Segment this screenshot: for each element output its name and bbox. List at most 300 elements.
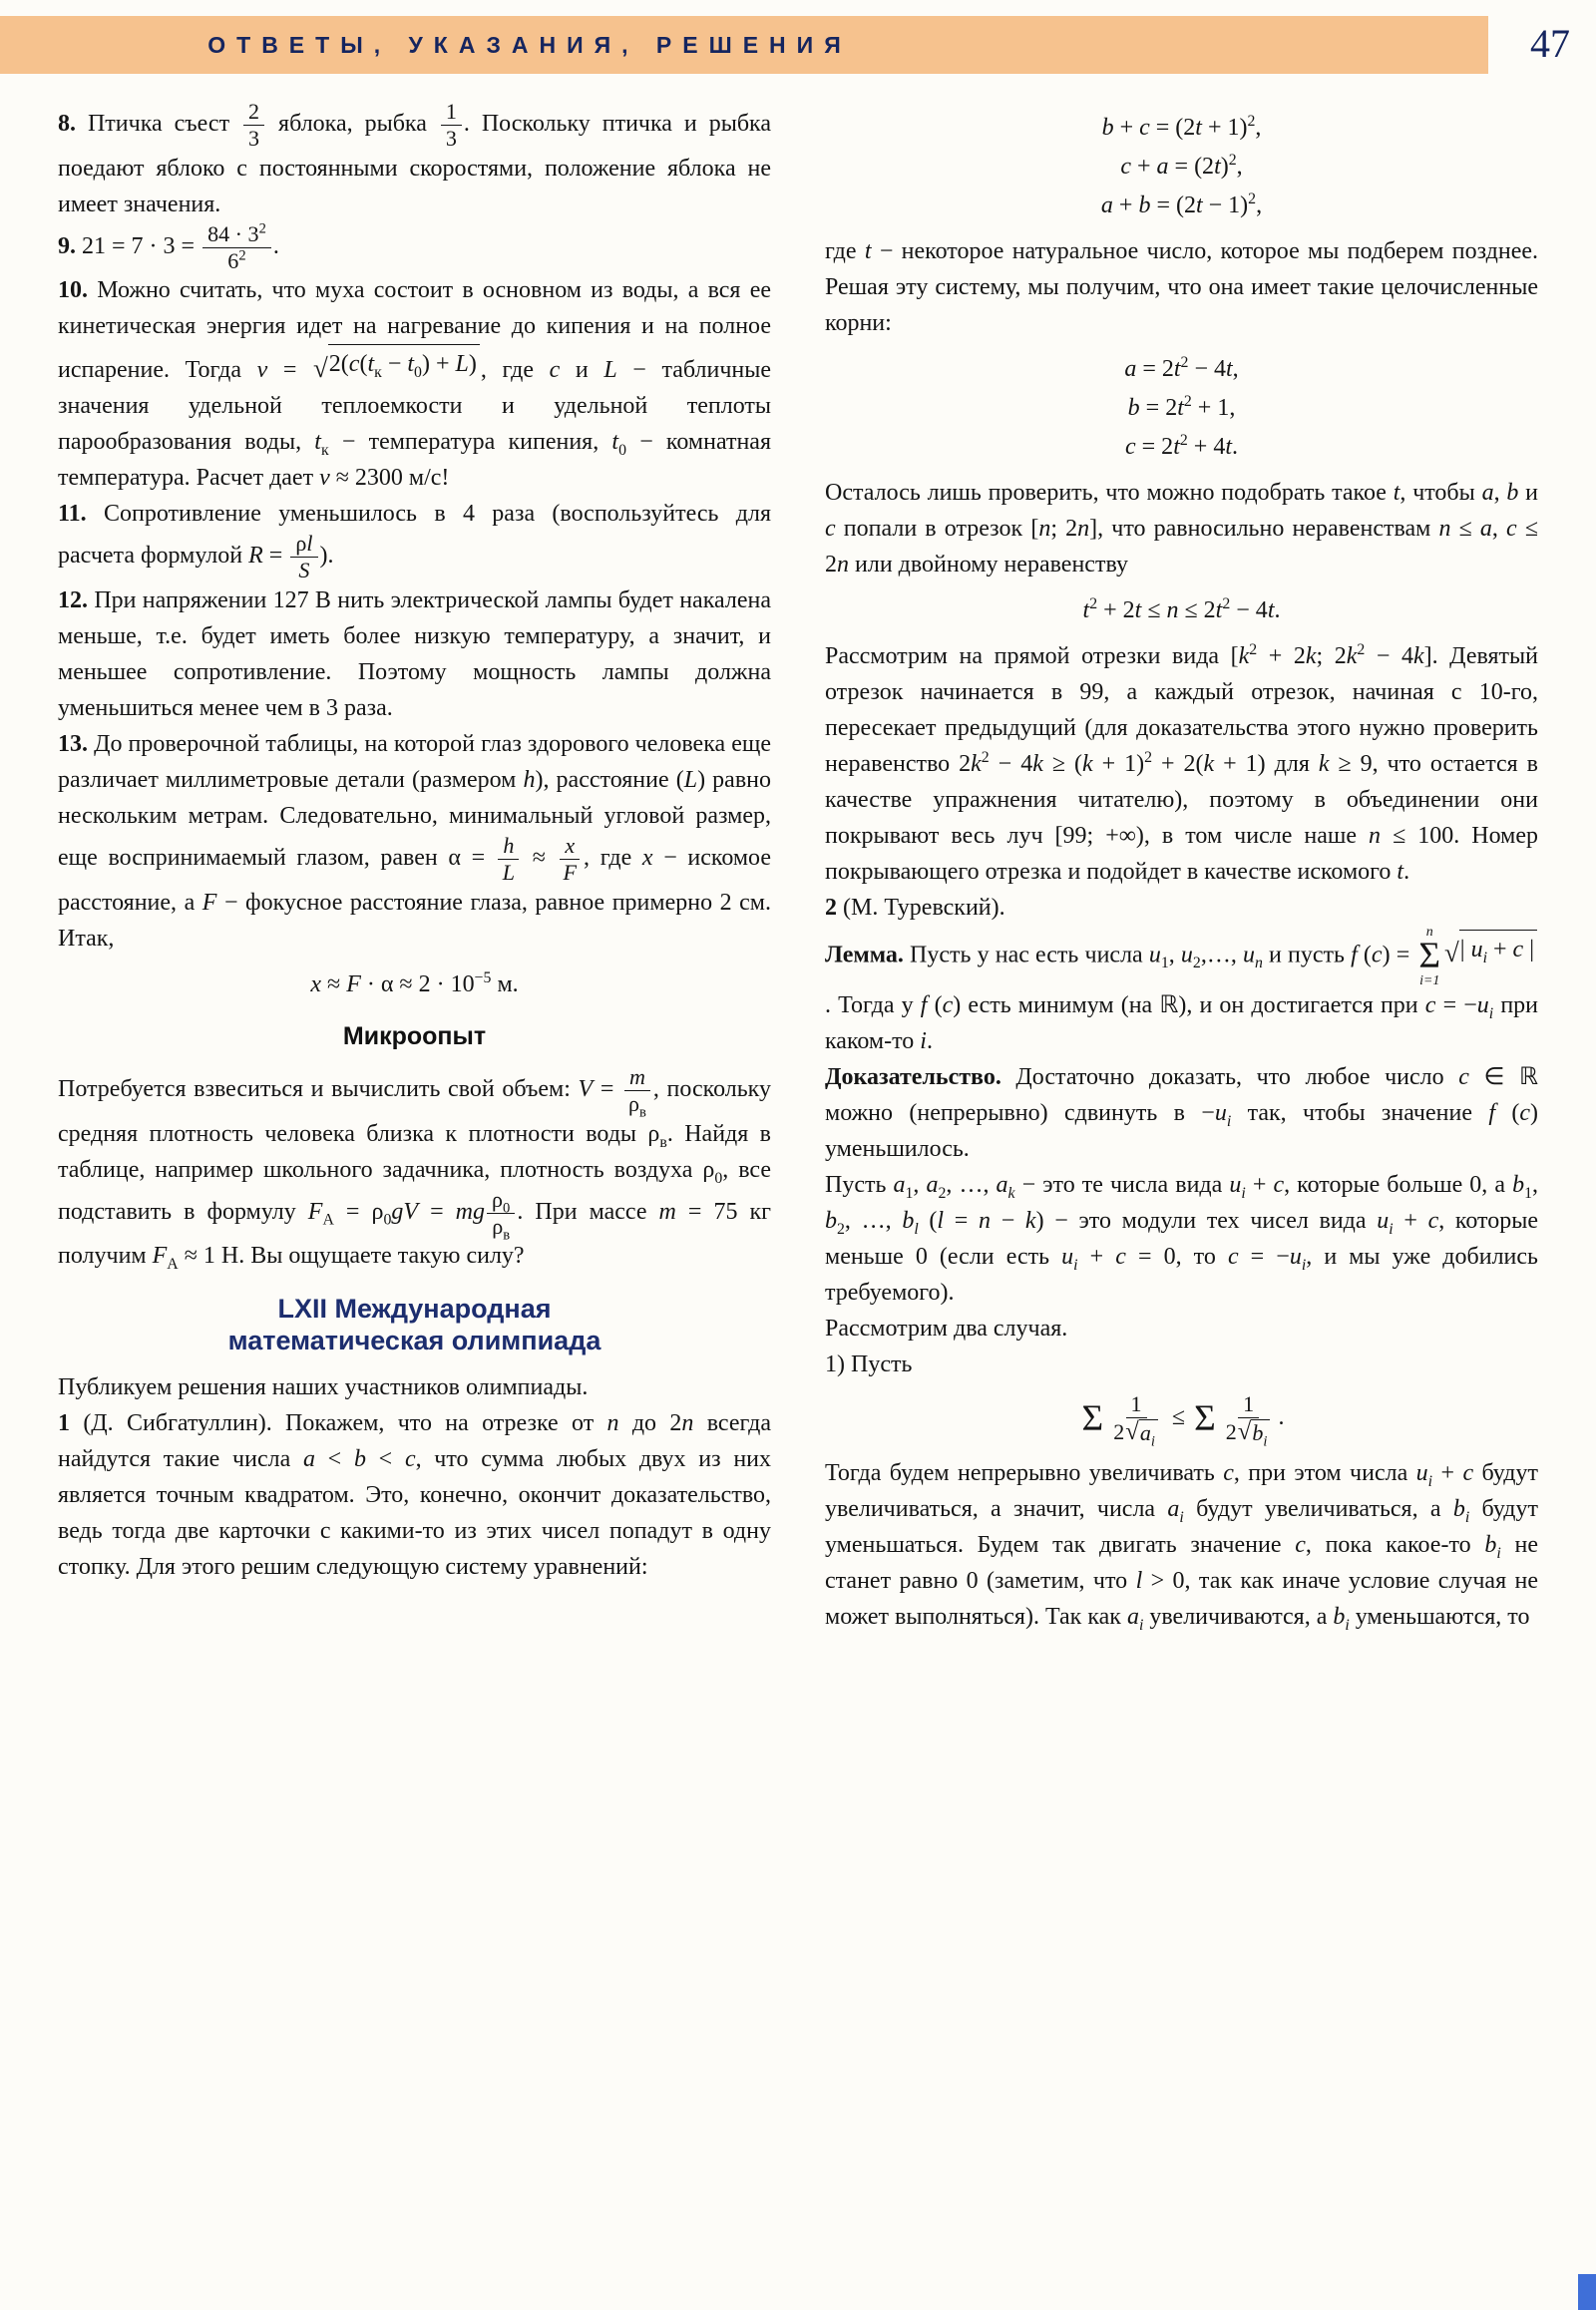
text-run: < [314, 1446, 354, 1473]
text-run: − фокусное расстояние глаза, равное примерно 2 см. Итак, [58, 889, 771, 952]
math-var: x [310, 970, 322, 997]
math-var: c [1462, 1459, 1474, 1486]
subscript: i [1488, 1004, 1494, 1022]
superscript: 2 [1248, 191, 1257, 207]
math-var: k [1203, 751, 1215, 777]
text-run: всегда найдутся такие числа [58, 1410, 771, 1473]
text-run: − 4 [1230, 597, 1268, 623]
text-run: ≥ ( [1042, 751, 1082, 777]
text-run: будут увеличиваться, а [1183, 1495, 1453, 1522]
text-run: ≈ 1 Н. Вы ощущаете такую силу? [178, 1243, 525, 1270]
text-run: ( [927, 991, 943, 1018]
math-var: t [1173, 356, 1181, 382]
math-var: n [979, 1207, 991, 1234]
fraction-numerator [290, 532, 317, 558]
bold-run: Доказательство. [825, 1063, 1001, 1090]
subscript: k [1007, 1184, 1015, 1202]
math-var: L [603, 357, 617, 384]
text-run: − [381, 351, 408, 378]
paragraph [58, 582, 771, 726]
paragraph [58, 726, 771, 957]
math-var: c [1115, 1243, 1126, 1270]
display-formula [58, 966, 771, 1002]
superscript: 2 [238, 247, 246, 264]
text-run: − это те числа вида [1014, 1171, 1230, 1198]
text-run: − комнатная температура. Расчет дает [58, 429, 771, 492]
math-var: x [565, 832, 576, 858]
text-run: ) [468, 351, 477, 378]
fraction [487, 1186, 515, 1243]
text-run: − 4 [1188, 356, 1226, 382]
fraction-numerator [202, 222, 271, 248]
math-var: L [683, 766, 698, 793]
subscript: 1 [905, 1184, 914, 1202]
math-var: F [563, 859, 578, 885]
math-var: h [523, 766, 536, 793]
math-var: h [503, 832, 515, 858]
text-run: м. [491, 970, 519, 997]
math-var: gV [391, 1198, 419, 1225]
superscript: −5 [474, 968, 492, 986]
text-run: увеличиваются, а [1143, 1603, 1334, 1630]
text-run: − температура кипения, [328, 429, 612, 456]
text-run: , [1491, 516, 1507, 542]
text-run: ρ [492, 1213, 504, 1239]
text-run: + 1) [1201, 115, 1248, 141]
superscript: 2 [1089, 595, 1098, 612]
formula-line [825, 149, 1538, 185]
math-var: b [902, 1207, 915, 1234]
fraction-numerator [624, 1065, 650, 1091]
text-run: (Д. Сибгатуллин). Покажем, что на отрезке от [70, 1410, 607, 1437]
text-run: . [1274, 597, 1281, 623]
text-run: ρ [492, 1186, 504, 1212]
formula-line [825, 390, 1538, 426]
summation [1082, 1392, 1104, 1444]
text-run: , [1255, 115, 1262, 141]
text-run: + 2( [1152, 751, 1204, 777]
text-run: ], что равносильно неравенствам [1089, 516, 1439, 542]
summation [1194, 1392, 1216, 1444]
text-run: = [262, 543, 289, 570]
radical [313, 344, 480, 382]
math-var: L [455, 351, 469, 378]
math-var: l [306, 531, 313, 557]
text-run: 2 [1113, 1418, 1125, 1444]
superscript: 2 [1144, 749, 1153, 766]
radical-sign: √ [1444, 938, 1459, 968]
math-var: a [302, 1446, 315, 1473]
text-run: 3 [248, 125, 260, 151]
math-var: b [1484, 1531, 1497, 1558]
fraction [290, 532, 317, 582]
math-var: i [920, 1027, 927, 1054]
section-heading [58, 1018, 771, 1056]
text-run: , которые больше 0, а [1284, 1171, 1513, 1198]
text-run: + [1245, 1171, 1274, 1198]
math-var: t [611, 429, 619, 456]
paragraph [58, 100, 771, 222]
text-run: попали в отрезок [ [835, 516, 1039, 542]
text-run: ≈ 2300 м/с! [329, 465, 450, 492]
text-run: + [1113, 115, 1140, 141]
math-var: m [628, 1064, 645, 1090]
math-var: F [346, 970, 361, 997]
text-run: и [560, 357, 604, 384]
superscript: 2 [1228, 152, 1237, 169]
text-run: , [1493, 480, 1507, 506]
text-run: = [418, 1198, 456, 1225]
text-run: = [593, 1075, 621, 1102]
fraction-numerator [498, 834, 519, 860]
math-var: u [1061, 1243, 1074, 1270]
text-run: + 1) [1092, 751, 1145, 777]
fraction-denominator [1221, 1417, 1277, 1450]
radicand [1459, 930, 1537, 967]
text-run: − 4 [989, 751, 1033, 777]
text-run: , [1168, 942, 1181, 968]
text-run: , которые меньше 0 (если есть [825, 1207, 1538, 1270]
math-var: b [353, 1446, 366, 1473]
fraction [559, 834, 583, 885]
text-run: . Найдя в таблице, например школьного задачника, плотность воздуха ρ [58, 1120, 771, 1183]
text-run: так, чтобы значение [1231, 1099, 1489, 1126]
sigma-sign: Σ [1194, 1397, 1216, 1439]
text-run: ( [1357, 942, 1372, 968]
math-var: l [937, 1207, 945, 1234]
fraction-denominator [498, 860, 520, 885]
fraction [202, 222, 271, 273]
subscript: i [1241, 1184, 1246, 1202]
math-var: c [1273, 1171, 1285, 1198]
math-var: S [298, 558, 310, 582]
text-run: ≤ 100. Номер покрывающего отрезка и подойдет в качестве искомого [825, 823, 1539, 885]
math-var: a [1139, 1419, 1151, 1445]
text-run: ∈ ℝ можно (непрерывно) сдвинуть в − [825, 1063, 1538, 1126]
radical-sign: √ [313, 353, 328, 384]
math-var: u [1470, 936, 1483, 962]
text-run: ≤ 2 [1178, 597, 1216, 623]
math-var: n [1166, 597, 1179, 623]
math-var: c [1512, 936, 1524, 962]
text-run: 84 · 3 [207, 220, 259, 246]
text-run: , [1232, 356, 1239, 382]
paragraph [825, 1059, 1538, 1167]
bold-run: 11. [58, 501, 105, 528]
paragraph [825, 926, 1538, 1059]
paragraph [825, 1347, 1538, 1382]
math-var: b [825, 1207, 837, 1234]
subscript: i [1301, 1256, 1307, 1274]
radical [1444, 930, 1537, 967]
subscript: к [320, 441, 329, 459]
math-var: f [920, 991, 928, 1018]
paragraph [825, 890, 1538, 926]
text-run: Птичка съест [87, 110, 242, 137]
corner-marker [1578, 2274, 1596, 2310]
text-run: 1 [1243, 1390, 1255, 1416]
text-run: Сопротивление уменьшилось в 4 раза (воспользуйтесь для расчета формулой [58, 501, 771, 570]
fraction [441, 100, 462, 151]
subscript: i [1179, 1508, 1184, 1526]
subscript: 0 [414, 364, 422, 382]
text-run: ) [1220, 154, 1229, 180]
superscript: 2 [981, 749, 990, 766]
math-var: a [1479, 516, 1492, 542]
bold-run: 2 [825, 895, 837, 921]
text-run: + [1487, 936, 1513, 962]
text-run: ), расстояние ( [535, 766, 684, 793]
radicand [328, 344, 480, 382]
text-run: − это модули тех чисел вида [1043, 1207, 1378, 1234]
header-band [0, 16, 1488, 74]
math-var: V [578, 1075, 594, 1102]
math-var: t [1173, 434, 1180, 460]
paragraph [58, 1065, 771, 1274]
text-run: ≤ 2 [825, 516, 1539, 578]
math-var: t [1195, 115, 1202, 141]
text-run: при каком-то [825, 991, 1539, 1054]
paragraph [825, 233, 1538, 341]
subscript: в [503, 1226, 511, 1243]
fraction-numerator [243, 100, 264, 126]
math-var: l [1135, 1567, 1143, 1594]
text-run: и [1518, 480, 1538, 506]
paragraph [825, 1455, 1538, 1635]
text-run: ρ [295, 531, 307, 557]
math-var: b [1127, 395, 1140, 421]
text-run: 6 [227, 247, 239, 273]
math-var: c [549, 357, 561, 384]
text-run: + [1432, 1459, 1463, 1486]
text-run: , поскольку средняя плотность человека близка к плотности воды ρ [58, 1075, 771, 1147]
text-run: − 1) [1202, 192, 1249, 218]
text-run: ) есть минимум (на ℝ), и он достигается при [953, 991, 1425, 1018]
fraction [1108, 1390, 1164, 1450]
text-run: Публикуем решения наших участников олимпиады. [58, 1374, 589, 1401]
text-run: 21 = 7 · 3 = [82, 232, 201, 259]
text-run: ; 2 [1316, 643, 1347, 669]
text-run: = (2 [1149, 115, 1196, 141]
text-run: , где [584, 844, 642, 871]
superscript: 2 [1249, 641, 1258, 658]
text-run: , так как иначе условие случая не может выполняться). Так как [825, 1567, 1539, 1630]
math-var: t [314, 429, 321, 456]
math-var: n [1369, 823, 1382, 849]
math-var: a [1100, 192, 1113, 218]
fraction-denominator [1108, 1417, 1164, 1450]
subscript: 0 [618, 441, 626, 459]
text-run: . [1403, 859, 1410, 885]
math-var: u [1148, 942, 1161, 968]
math-var: n [1038, 516, 1051, 542]
heading-line: Микроопыт [342, 1021, 487, 1050]
paragraph [58, 496, 771, 582]
math-var: c [1139, 115, 1150, 141]
text-run: + 2 [1257, 643, 1306, 669]
subscript: i [1389, 1220, 1394, 1238]
math-var: n [1438, 516, 1451, 542]
magazine-page [0, 16, 1596, 1635]
superscript: 2 [1222, 595, 1231, 612]
subscript: i [1226, 1112, 1232, 1130]
math-var: c [348, 351, 360, 378]
math-var: c [404, 1446, 416, 1473]
text-run: 2( [328, 351, 349, 378]
subscript: 0 [383, 1211, 392, 1229]
text-run: . Тогда у [825, 991, 921, 1018]
paragraph [58, 222, 771, 273]
text-run: ≤ [1141, 597, 1167, 623]
math-var: t [1226, 356, 1233, 382]
text-run: , пока какое-то [1305, 1531, 1485, 1558]
text-run: ) + [421, 351, 456, 378]
text-run: = − [1435, 991, 1477, 1018]
math-var: u [1289, 1243, 1302, 1270]
formula-line [825, 110, 1538, 146]
math-var: t [367, 351, 375, 378]
text-run: + 1) для [1214, 751, 1319, 777]
text-run: . [1232, 434, 1238, 460]
math-var: c [1427, 1207, 1439, 1234]
text-run: до 2 [618, 1410, 682, 1437]
text-run: Осталось лишь проверить, что можно подобрать такое [825, 480, 1394, 506]
text-run: − некоторое натуральное число, которое мы подберем позднее. Решая эту систему, мы получим, что она имеет такие целочисленные корни: [825, 238, 1538, 336]
subscript: в [659, 1133, 667, 1151]
radical [1125, 1417, 1158, 1450]
paragraph [825, 475, 1538, 582]
math-var: k [971, 751, 982, 777]
math-var: k [1346, 643, 1358, 669]
bold-run: Лемма. [825, 942, 904, 968]
math-var: t [1195, 192, 1203, 218]
math-var: k [1081, 751, 1093, 777]
math-var: t [1225, 434, 1232, 460]
text-run: ,…, [1200, 942, 1243, 968]
math-var: k [1412, 643, 1424, 669]
text-run: , чтобы [1399, 480, 1482, 506]
math-var: k [1318, 751, 1330, 777]
text-run: ≥ 9 [1329, 751, 1373, 777]
text-run: Пусть у нас есть числа [903, 942, 1149, 968]
subscript: i [1073, 1256, 1078, 1274]
math-var: a [1481, 480, 1494, 506]
radical-sign: √ [1237, 1417, 1252, 1445]
math-var: u [1377, 1207, 1390, 1234]
sigma-sign: Σ [1081, 1397, 1104, 1439]
text-run: = 2 [1139, 395, 1178, 421]
math-var: v [319, 465, 330, 492]
text-run: будут уменьшаться. Будем так двигать значение [825, 1495, 1539, 1558]
math-var: F [307, 1198, 323, 1225]
math-var: c [1371, 942, 1383, 968]
text-run: = (2 [1168, 154, 1215, 180]
math-var: u [1242, 942, 1255, 968]
math-var: k [1024, 1207, 1036, 1234]
formula-line [825, 351, 1538, 387]
subscript: l [914, 1220, 919, 1238]
text-run: ( [1495, 1099, 1520, 1126]
math-var: u [1180, 942, 1193, 968]
subscript: i [1427, 1472, 1433, 1490]
math-var: c [1458, 1063, 1469, 1090]
math-var: n [837, 552, 849, 578]
math-var: b [1138, 192, 1151, 218]
math-var: b [1512, 1171, 1525, 1198]
bold-run: 12. [58, 586, 95, 613]
fraction-numerator [1126, 1392, 1147, 1418]
text-run: = [267, 357, 313, 384]
math-var: n [606, 1410, 619, 1437]
text-run: = ρ [333, 1198, 384, 1225]
math-var: t [1215, 597, 1223, 623]
math-var: a [1167, 1495, 1180, 1522]
subscript: 2 [938, 1184, 947, 1202]
page-number: 47 [1530, 21, 1570, 66]
text-run: = [944, 1207, 979, 1234]
math-var: c [1120, 154, 1131, 180]
subscript: 0 [714, 1169, 723, 1187]
math-var: F [152, 1243, 168, 1270]
fraction-denominator [243, 126, 264, 151]
fraction-denominator [559, 860, 583, 885]
math-var: L [502, 859, 516, 885]
math-var: a [1156, 154, 1169, 180]
text-run: . [272, 232, 279, 259]
subscript: n [1254, 955, 1263, 972]
subscript: 2 [837, 1220, 845, 1238]
fraction-numerator [560, 834, 580, 860]
text-run: Рассмотрим два случая. [825, 1315, 1068, 1342]
subscript: i [1345, 1616, 1350, 1634]
right-column [825, 100, 1538, 1635]
text-run: < [365, 1446, 405, 1473]
text-run: + 4 [1187, 434, 1226, 460]
subscript: А [167, 1256, 179, 1274]
formula-line [825, 1390, 1538, 1450]
text-run: , [1256, 192, 1263, 218]
text-run: будут увеличиваться, а значит, числа [825, 1459, 1538, 1522]
text-run: + [1077, 1243, 1116, 1270]
paragraph [58, 1369, 771, 1405]
math-var: k [1032, 751, 1043, 777]
math-var: a [996, 1171, 1008, 1198]
math-var: k [1238, 643, 1250, 669]
fraction-denominator [623, 1090, 651, 1121]
text-run: , при этом числа [1233, 1459, 1416, 1486]
subscript: i [1464, 1508, 1470, 1526]
text-run: + [1130, 154, 1157, 180]
text-run: не станет равно 0 (заметим, что [825, 1531, 1538, 1594]
math-var: c [825, 516, 836, 542]
math-var: m [658, 1198, 676, 1225]
math-var: f [1351, 942, 1358, 968]
text-run: + 2 [1097, 597, 1135, 623]
page-header [0, 16, 1596, 74]
text-run: , все подставить в формулу [58, 1156, 771, 1225]
superscript: 2 [1247, 113, 1256, 130]
text-run: , …, [844, 1207, 903, 1234]
math-var: x [641, 844, 653, 871]
math-var: c [1223, 1459, 1234, 1486]
section-heading [58, 1294, 771, 1357]
text-run: . [1278, 1403, 1285, 1430]
page-content [0, 74, 1596, 1635]
subscript: i [1496, 1544, 1501, 1562]
subscript: в [639, 1104, 646, 1121]
bold-run: 8. [58, 110, 88, 137]
text-run: 2 [1225, 1418, 1237, 1444]
